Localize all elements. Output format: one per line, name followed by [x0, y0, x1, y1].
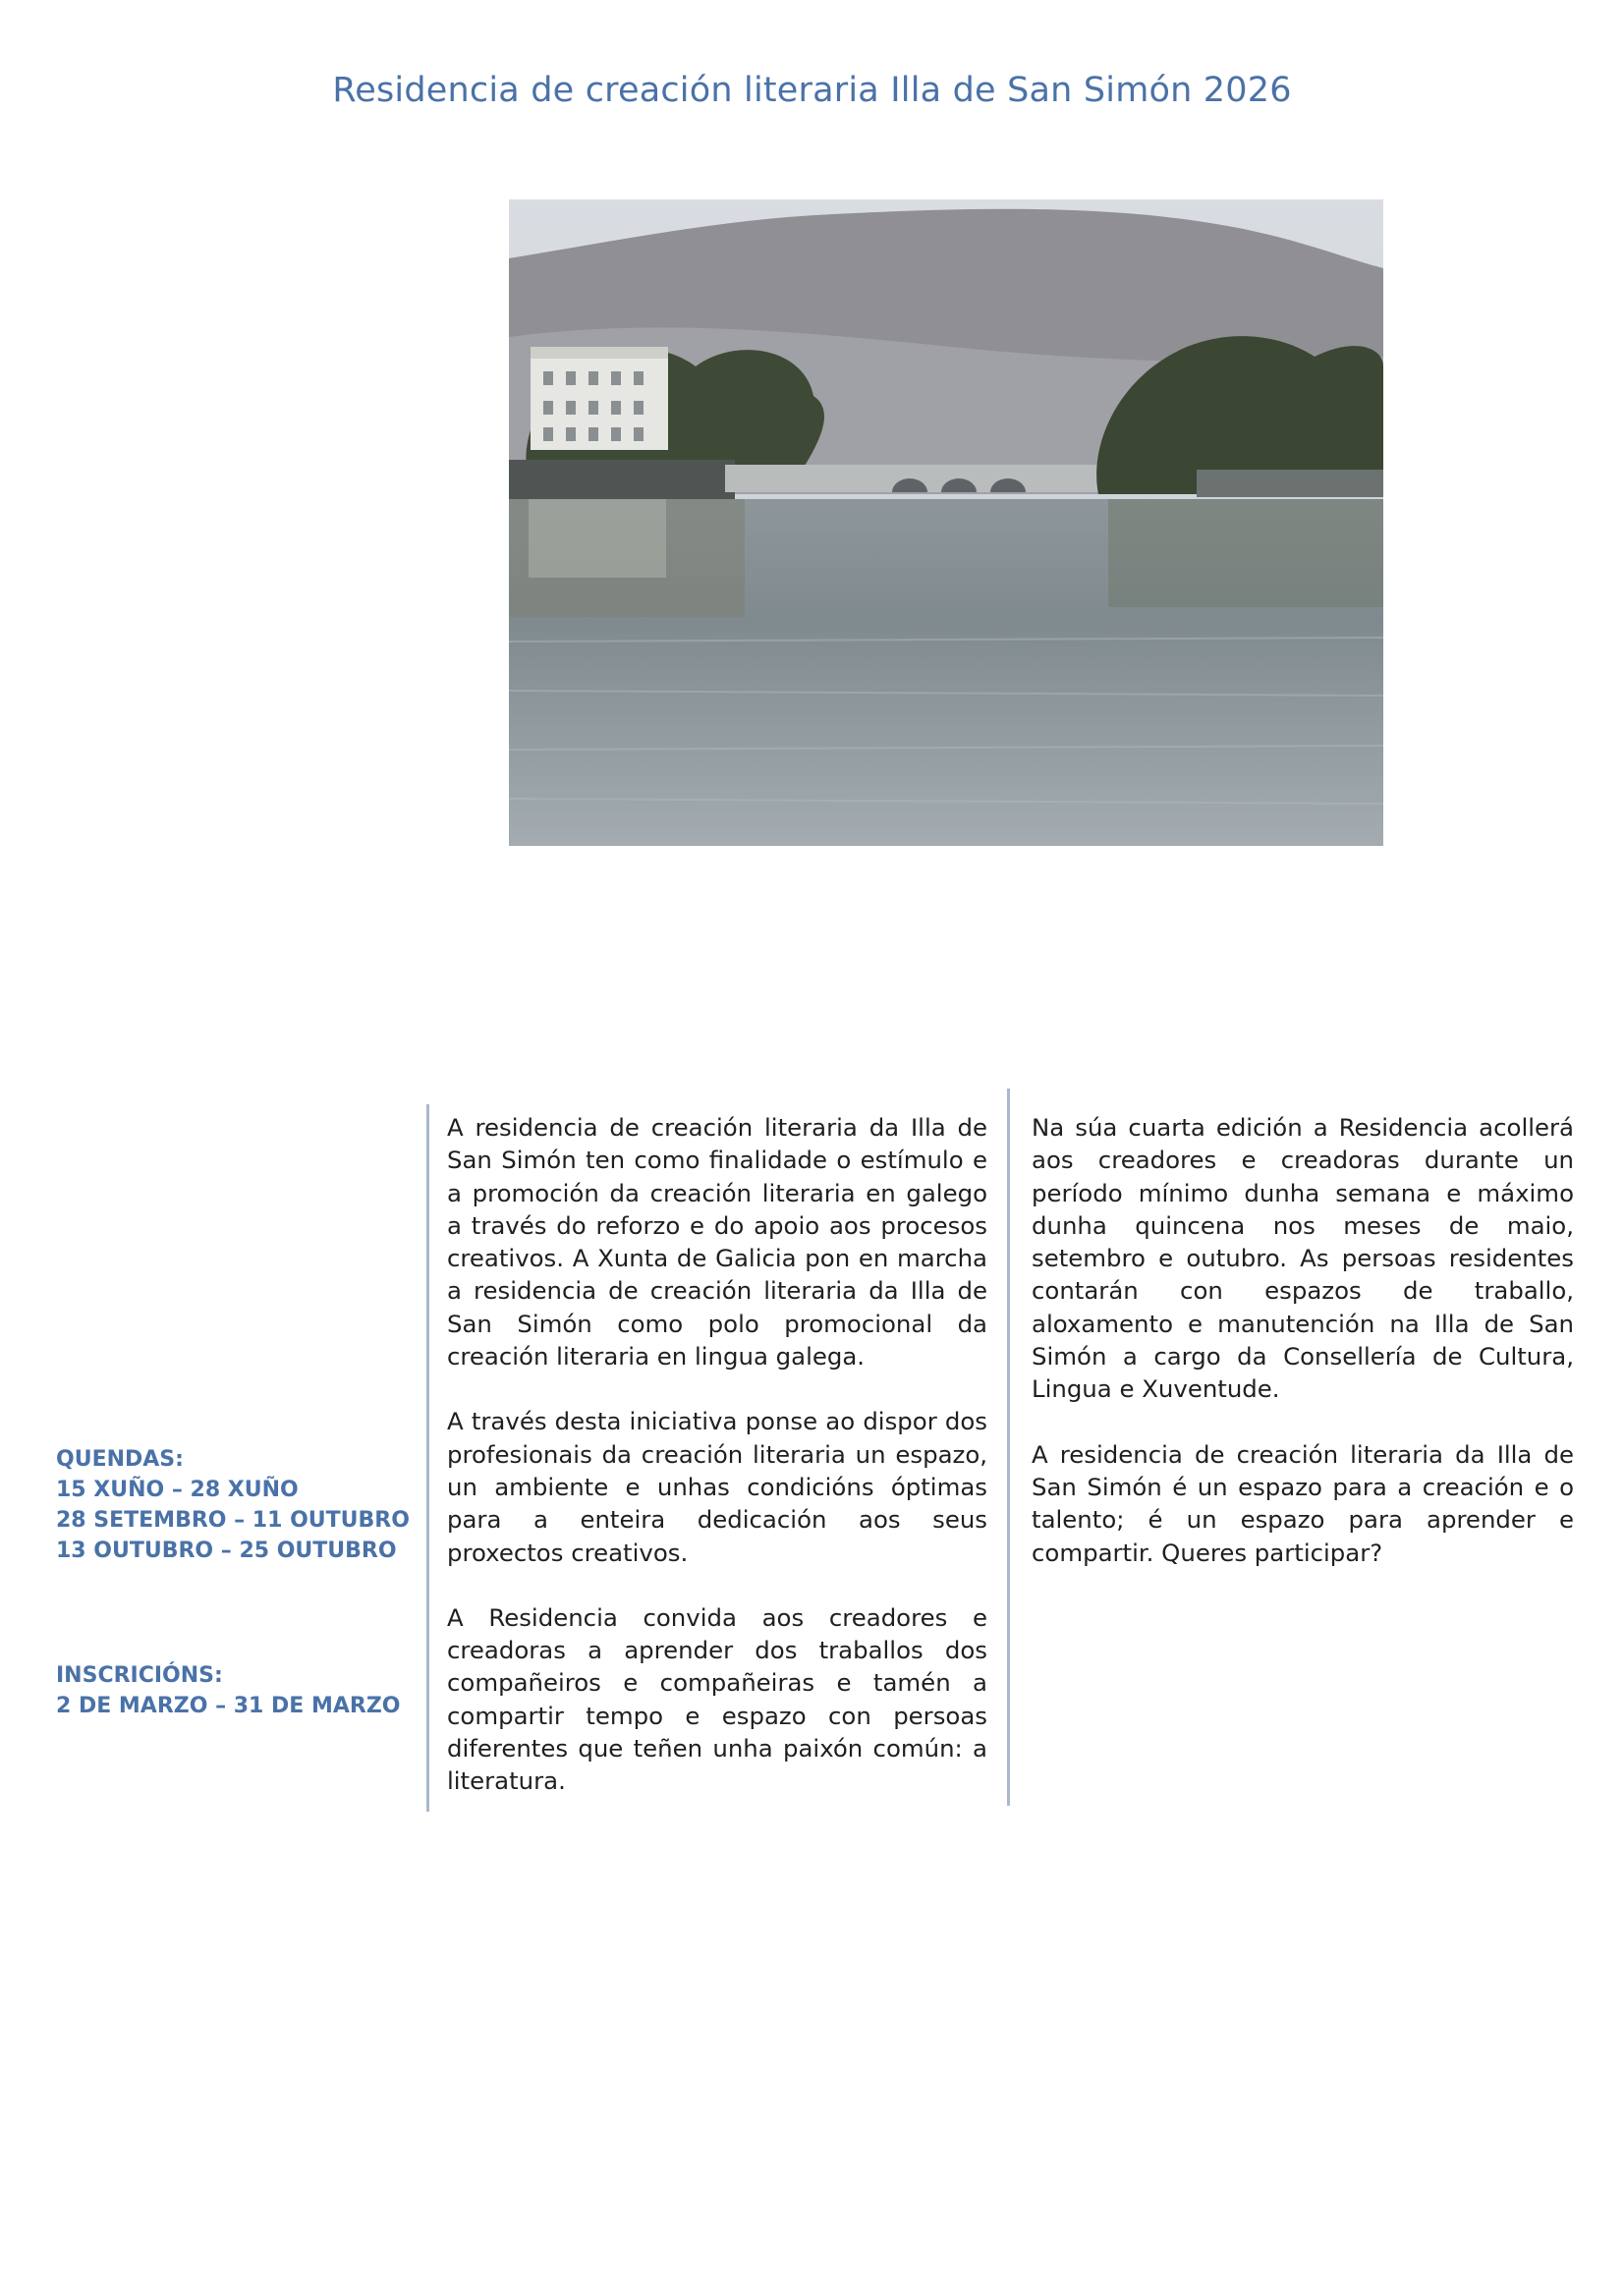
paragraph: A Residencia convida aos creadores e creadoras a aprender dos traballos dos compañeiros e compañeiras e tamén a compartir tempo e espazo con persoas diferentes que teñen unha paixón común: a literatura.: [447, 1602, 987, 1796]
text-column-right: [1032, 1111, 1574, 1601]
island-photo: [509, 199, 1383, 846]
paragraph: A residencia de creación literaria da Illa de San Simón é un espazo para a creación e o talento; é un espazo para aprender e compartir. Queres participar?: [1032, 1439, 1574, 1567]
inscricions-label: INSCRICIÓNS:: [56, 1663, 223, 1688]
inscricions-dates: 2 DE MARZO – 31 DE MARZO: [56, 1694, 401, 1718]
quenda-item: 13 OUTUBRO – 25 OUTUBRO: [56, 1539, 397, 1563]
inscricions-block: [56, 1660, 420, 1721]
quenda-item: 15 XUÑO – 28 XUÑO: [56, 1478, 299, 1502]
column-divider: [1007, 1089, 1010, 1806]
paragraph: Na súa cuarta edición a Residencia acollerá aos creadores e creadoras durante un período mínimo dunha semana e máximo dunha quincena nos meses de maio, setembro e outubro. As persoas residentes contarán con espazos de traballo, aloxamento e manutención na Illa de San Simón a cargo da Consellería de Cultura, Lingua e Xuventude.: [1032, 1113, 1574, 1404]
quendas-block: [56, 1444, 420, 1566]
quenda-item: 28 SETEMBRO – 11 OUTUBRO: [56, 1508, 410, 1533]
paragraph: A residencia de creación literaria da Illa de San Simón ten como finalidade o estímulo e a promoción da creación literaria en galego a través do reforzo e do apoio aos procesos creativos. A Xunta de Galicia pon en marcha a residencia de creación literaria da Illa de San Simón como polo promocional da creación literaria en lingua galega.: [447, 1113, 987, 1371]
text-column-left: [447, 1111, 987, 1830]
column-divider: [426, 1104, 429, 1812]
island-photo-illustration: [509, 199, 1383, 846]
paragraph: A través desta iniciativa ponse ao dispor dos profesionais da creación literaria un espazo, un ambiente e unhas condicións óptimas para a enteira dedicación aos seus proxectos creativos.: [447, 1407, 987, 1567]
quendas-label: QUENDAS:: [56, 1447, 184, 1472]
page-title: Residencia de creación literaria Illa de San Simón 2026: [332, 71, 1292, 110]
